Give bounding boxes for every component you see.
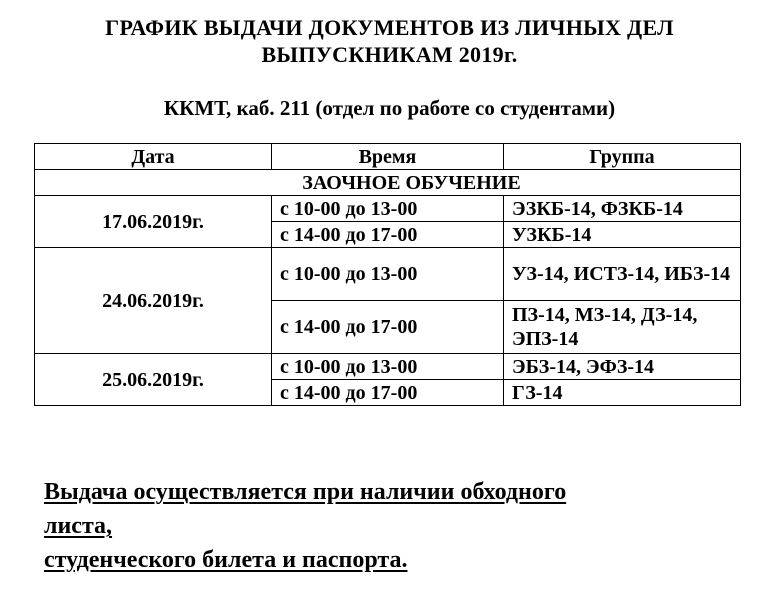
time-cell: с 14-00 до 17-00 (272, 222, 504, 248)
group-cell: ГЗ-14 (504, 380, 741, 406)
issuance-note (44, 475, 744, 577)
schedule-table (34, 143, 741, 406)
date-cell: 17.06.2019г. (35, 196, 272, 248)
note-line-2: листа, (44, 513, 113, 539)
column-header-group: Группа (504, 144, 741, 170)
time-cell: с 10-00 до 13-00 (272, 248, 504, 301)
time-cell: с 10-00 до 13-00 (272, 354, 504, 380)
column-header-date: Дата (35, 144, 272, 170)
group-cell: УЗ-14, ИСТЗ-14, ИБЗ-14 (504, 248, 741, 301)
page-title-line-1: ГРАФИК ВЫДАЧИ ДОКУМЕНТОВ ИЗ ЛИЧНЫХ ДЕЛ (105, 15, 674, 40)
time-cell: с 14-00 до 17-00 (272, 301, 504, 354)
group-cell: ЭЗКБ-14, ФЗКБ-14 (504, 196, 741, 222)
table-header-row (35, 144, 741, 170)
table-row (35, 354, 741, 380)
page-title-line-2: ВЫПУСКНИКАМ 2019г. (261, 42, 518, 67)
note-line-3: студенческого билета и паспорта. (44, 547, 408, 573)
time-cell: с 14-00 до 17-00 (272, 380, 504, 406)
column-header-time: Время (272, 144, 504, 170)
group-cell: УЗКБ-14 (504, 222, 741, 248)
group-cell: ЭБЗ-14, ЭФЗ-14 (504, 354, 741, 380)
section-row (35, 170, 741, 196)
table-row (35, 196, 741, 222)
section-label: ЗАОЧНОЕ ОБУЧЕНИЕ (35, 170, 741, 196)
location-subtitle: ККМТ, каб. 211 (отдел по работе со студентами) (163, 96, 616, 120)
note-line-1: Выдача осуществляется при наличии обходного (44, 479, 567, 505)
time-cell: с 10-00 до 13-00 (272, 196, 504, 222)
table-row (35, 248, 741, 301)
group-cell: ПЗ-14, МЗ-14, ДЗ-14, ЭПЗ-14 (504, 301, 741, 354)
date-cell: 25.06.2019г. (35, 354, 272, 406)
date-cell: 24.06.2019г. (35, 248, 272, 354)
